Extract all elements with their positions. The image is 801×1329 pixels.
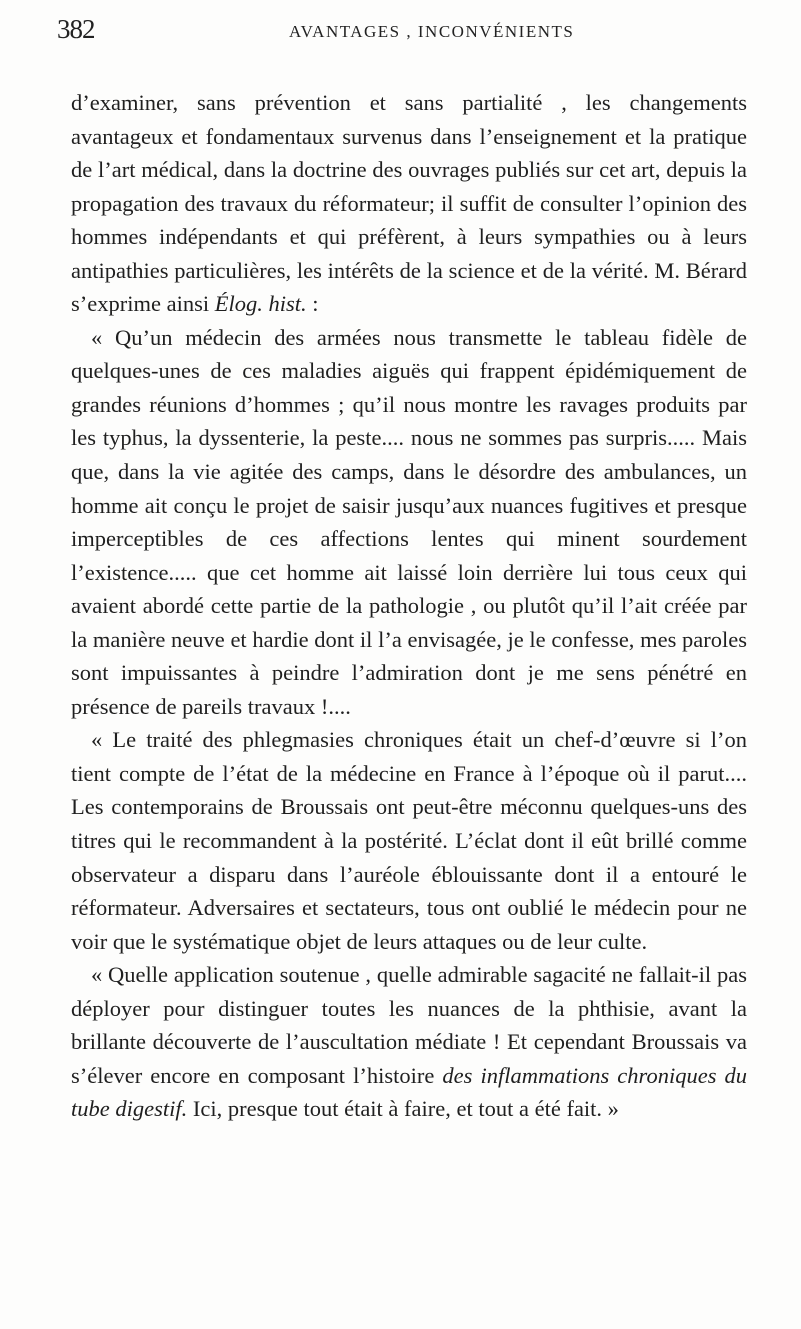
book-title-italic: des inflammations chroniques du tube digestif.	[71, 1062, 748, 1122]
paragraph-4-tail: Ici, presque tout était à faire, et tout a été fait. »	[187, 1096, 619, 1122]
page-number: 382	[57, 14, 95, 44]
body-text	[71, 86, 747, 1126]
running-title: AVANTAGES , INCONVÉNIENTS	[289, 22, 575, 41]
paragraph-1-tail: :	[306, 291, 319, 317]
citation-eloge-historique: Élog. hist.	[214, 291, 307, 317]
paragraph-3-quote: « Le traité des phlegmasies chroniques était un chef-d’œuvre si l’on tient compte de l’état de la médecine en France à l’époque où il parut.... Les contemporains de Broussais ont peut-être méconnu quelques-uns des titres qui le recommandent à la postérité. L’éclat dont il eût brillé comme observateur a disparu dans l’auréole éblouissante dont il a entouré le réformateur. Adversaires et sectateurs, tous ont oublié le médecin pour ne voir que le systématique objet de leurs attaques ou de leur culte.	[71, 727, 747, 954]
page-header	[57, 14, 757, 50]
paragraph-1-text: d’examiner, sans prévention et sans partialité , les changements avantageux et fondamentaux survenus dans l’enseignement et la pratique de l’art médical, dans la doctrine des ouvrages publiés sur cet art, depuis la propagation des travaux du réformateur; il suffit de consulter l’opinion des hommes indépendants et qui préfèrent, à leurs sympathies ou à leurs antipathies particulières, les intérêts de la science et de la vérité. M. Bérard s’exprime ainsi	[71, 90, 747, 317]
paragraph-1	[71, 86, 747, 321]
paragraph-4-quote	[71, 958, 747, 1126]
paragraph-2-quote: « Qu’un médecin des armées nous transmette le tableau fidèle de quelques-unes de ces maladies aiguës qui frappent épidémiquement de grandes réunions d’hommes ; qu’il nous montre les ravages produits par les typhus, la dyssenterie, la peste.... nous ne sommes pas surpris..... Mais que, dans la vie agitée des camps, dans le désordre des ambulances, un homme ait conçu le projet de saisir jusqu’aux nuances fugitives et presque imperceptibles de ces affections lentes qui minent sourdement l’existence..... que cet homme ait laissé loin derrière lui tous ceux qui avaient abordé cette partie de la pathologie , ou plutôt qu’il l’ait créée par la manière neuve et hardie dont il l’a envisagée, je le confesse, mes paroles sont impuissantes à peindre l’admiration dont je me sens pénétré en présence de pareils travaux !....	[71, 324, 747, 719]
paragraph-4-text: « Quelle application soutenue , quelle admirable sagacité ne fallait-il pas déployer pour distinguer toutes les nuances de la phthisie, avant la brillante découverte de l’auscultation médiate ! Et cependant Broussais va s’élever encore en composant l’histoire	[71, 962, 747, 1088]
